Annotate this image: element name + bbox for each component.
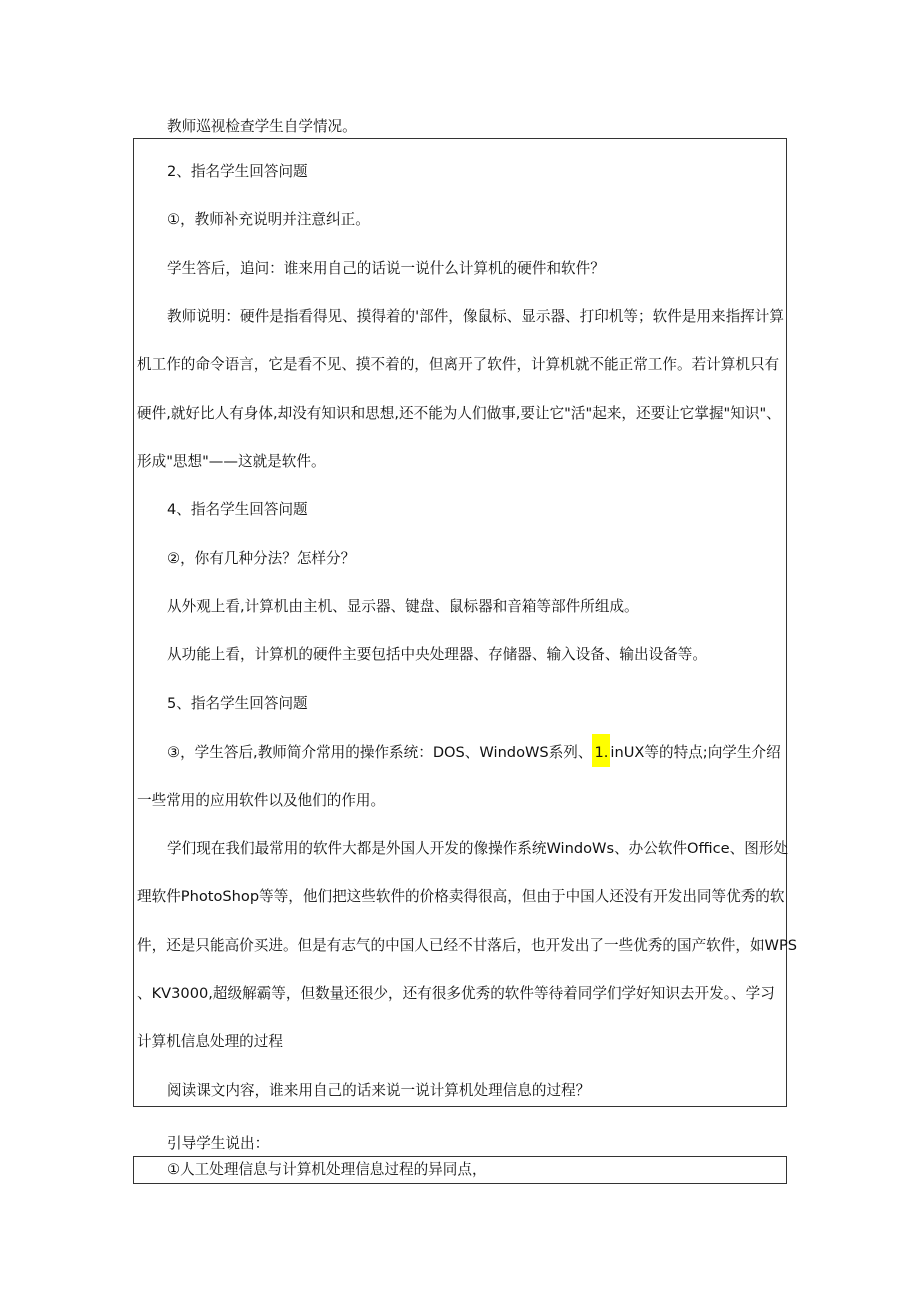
paragraph-line: 从外观上看,计算机由主机、显示器、键盘、鼠标器和音箱等部件所组成。	[167, 598, 639, 615]
paragraph-line: 学们现在我们最常用的软件大都是外国人开发的像操作系统WindoWs、办公软件Office、图形处	[167, 840, 789, 857]
paragraph-line: ②，你有几种分法？怎样分？	[167, 550, 356, 567]
paragraph-line: 硬件,就好比人有身体,却没有知识和思想,还不能为人们做事,要让它"活"起来，还要让它掌握"知识"、	[137, 405, 781, 422]
paragraph-line: 4、指名学生回答问题	[167, 501, 308, 518]
paragraph-line: 阅读课文内容，谁来用自己的话来说一说计算机处理信息的过程？	[167, 1082, 591, 1099]
paragraph-line: ①，教师补充说明并注意纠正。	[167, 211, 370, 228]
paragraph-line: 件，还是只能高价买进。但是有志气的中国人已经不甘落后，也开发出了一些优秀的国产软件，如WPS	[137, 937, 798, 954]
paragraph-line: 学生答后，追问：谁来用自己的话说一说什么计算机的硬件和软件？	[167, 260, 605, 277]
paragraph-line: 教师说明：硬件是指看得见、摸得着的'部件，像鼠标、显示器、打印机等；软件是用来指挥计算	[167, 308, 784, 325]
paragraph-line: ①人工处理信息与计算机处理信息过程的异同点，	[167, 1161, 487, 1178]
paragraph-line: 形成"思想"——这就是软件。	[137, 453, 326, 470]
guide-text: 引导学生说出：	[167, 1135, 270, 1152]
paragraph-line: 一些常用的应用软件以及他们的作用。	[137, 792, 386, 809]
content-box-main	[133, 138, 787, 1107]
paragraph-line: 计算机信息处理的过程	[137, 1033, 283, 1050]
paragraph-line: 5、指名学生回答问题	[167, 695, 308, 712]
paragraph-line: 2、指名学生回答问题	[167, 163, 308, 180]
paragraph-line: 、KV3000,超级解霸等，但数量还很少，还有很多优秀的软件等待着同学们学好知识去开发。、学习	[137, 985, 775, 1002]
os-line-before: ③，学生答后,教师简介常用的操作系统：DOS、WindoWS系列、	[167, 744, 593, 761]
os-line-after: inUX等的特点;向学生介绍	[610, 744, 781, 761]
intro-text: 教师巡视检查学生自学情况。	[167, 118, 357, 135]
paragraph-line: 机工作的命令语言，它是看不见、摸不着的，但离开了软件，计算机就不能正常工作。若计算机只有	[137, 356, 780, 373]
paragraph-line: 理软件PhotoShop等等，他们把这些软件的价格卖得很高，但由于中国人还没有开发出同等优秀的软	[137, 888, 785, 905]
highlighted-text: 1.	[592, 734, 610, 767]
os-line	[167, 743, 781, 763]
paragraph-line: 从功能上看，计算机的硬件主要包括中央处理器、存储器、输入设备、输出设备等。	[167, 646, 707, 663]
